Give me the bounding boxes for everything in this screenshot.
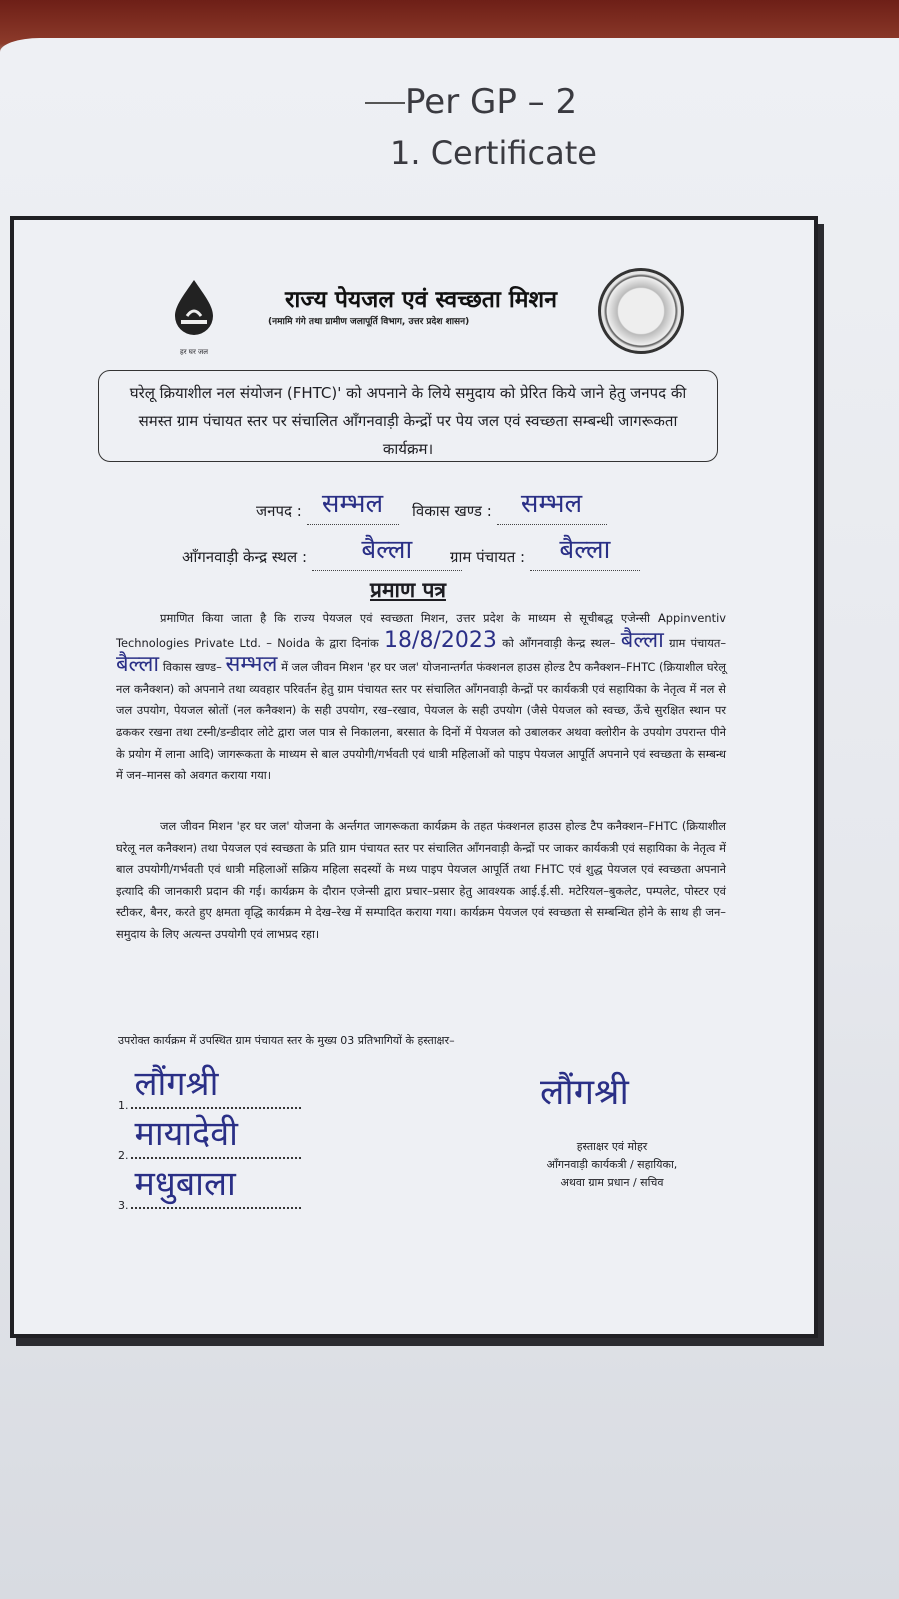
signature-line-1: 1. लौंगश्री [118, 1098, 301, 1113]
paragraph-1: प्रमाणित किया जाता है कि राज्य पेयजल एवं स्वच्छता मिशन, उत्तर प्रदेश के माध्यम से सूचीबद्ध एजेन्सी Appinventiv Technologies Private Ltd. – Noida के द्वारा दिनांक 18/8/2023 को आँगनवाड़ी केन्द्र स्थल– बैल्ला ग्राम पंचायत– बैल्ला विकास खण्ड– सम्भल में जल जीवन मिशन 'हर घर जल' योजनान्तर्गत फंक्शनल हाउस होल्ड टैप कनैक्शन–FHTC (क्रियाशील घरेलू नल कनैक्शन) को अपनाने तथा व्यवहार परिवर्तन हेतु ग्राम पंचायत स्तर पर संचालित आँगनवाड़ी केन्द्रों पर कार्यकत्री एवं सहायिका के नेतृत्व में नल से जल उपयोग, पेयजल स्रोतों (नल कनैक्शन) के सही उपयोग, रख–रखाव, पेयजल के सही उपयोग (जैसे पेयजल को स्वच्छ, ऊँचे सुरक्षित स्थान पर ढककर रखना तथा टस्नी/डन्डीदार लोटे द्वारा जल पात्र से निकालना, बरसात के दिनों में पेयजल को उबालकर अथवा क्लोरीन के उपयोग उपरान्त पीने के प्रयोग में लाना आदि) जागरूकता के माध्यम से बाल उपयोगी/गर्भवती एवं धात्री महिलाओं को पाइप पेयजल आपूर्ति अपनाने एवं स्वच्छता के सम्बन्ध में जन–मानस को अवगत कराया गया। [116, 611, 727, 783]
date-handwritten: 18/8/2023 [384, 627, 497, 653]
district-value: सम्भल [321, 489, 384, 519]
signature-2: मायादेवी [134, 1114, 238, 1154]
anganwadi-signature [540, 1066, 680, 1126]
handwritten-title: 1. Certificate [390, 134, 597, 172]
signature-line-2: 2. मायादेवी [118, 1148, 301, 1163]
organization-subtitle: (नमामि गंगे तथा ग्रामीण जलापूर्ति विभाग, उत्तर प्रदेश शासन) [268, 317, 470, 327]
signature-1: लौंगश्री [134, 1064, 219, 1104]
centre-value: बैल्ला [361, 535, 413, 565]
panchayat-label: ग्राम पंचायत : [450, 548, 526, 566]
signature-caption: हस्ताक्षर एवं मोहर आँगनवाड़ी कार्यकत्री / सहायिका, अथवा ग्राम प्रधान / सचिव [546, 1140, 678, 1189]
panchayat-field [450, 534, 640, 571]
paragraph-2: जल जीवन मिशन 'हर घर जल' योजना के अर्न्तगत जागरूकता कार्यक्रम के तहत फंक्शनल हाउस होल्ड टैप कनैक्शन–FHTC (क्रियाशील घरेलू नल कनैक्शन) तथा पेयजल एवं स्वच्छता के प्रति ग्राम पंचायत स्तर पर संचालित आँगनवाड़ी केन्द्रों पर जाकर कार्यकत्री एवं सहायिका के नेतृत्व में बाल उपयोगी/गर्भवती एवं धात्री महिलाओं सक्रिय महिला सदस्यों के मध्य पाइप पेयजल आपूर्ति तथा FHTC एवं शुद्ध पेयजल एवं स्वच्छता अपनाने इत्यादि की जानकारी प्रदान की गई। कार्यक्रम के दौरान एजेन्सी द्वारा प्रचार–प्रसार हेतु आवश्यक आई.ई.सी. मटेरियल–बुकलेट, पम्पलेट, पोस्टर एवं स्टीकर, बैनर, करते हुए क्षमता वृद्धि कार्यक्रम मे देख–रेख में सम्पादित कराया गया। कार्यक्रम पेयजल एवं स्वच्छता से सम्बन्धित होने के साथ ही जन–समुदाय के लिए अत्यन्त उपयोगी एवं लाभप्रद रहा। [116, 819, 726, 941]
document-heading: प्रमाण पत्र [370, 578, 446, 602]
signature-3: मधुबाला [134, 1164, 236, 1204]
subject-box: घरेलू क्रियाशील नल संयोजन (FHTC)' को अपनाने के लिये समुदाय को प्रेरित किये जाने हेतु जनपद की समस्त ग्राम पंचायत स्तर पर संचालित आँगनवाड़ी केन्द्रों पर पेय जल एवं स्वच्छता सम्बन्धी जागरूकता कार्यक्रम। [98, 370, 718, 462]
centre-label: आँगनवाड़ी केन्द्र स्थल : [182, 548, 308, 566]
panchayat-value: बैल्ला [559, 535, 611, 565]
panchayat-handwritten: बैल्ला [116, 652, 160, 678]
handwritten-note: Per GP – 2 [405, 82, 578, 122]
block-label: विकास खण्ड : [412, 502, 492, 520]
district-field [256, 488, 399, 525]
jal-jeevan-logo [163, 276, 225, 356]
block-value: सम्भल [520, 489, 583, 519]
block-field [412, 488, 607, 525]
centre-handwritten: बैल्ला [620, 627, 664, 653]
anganwadi-signature-text: लौंगश्री [540, 1072, 629, 1113]
centre-field [182, 534, 462, 571]
logo-caption: हर घर जल [180, 348, 208, 356]
signature-line-3: 3. मधुबाला [118, 1198, 301, 1213]
organization-title: राज्य पेयजल एवं स्वच्छता मिशन [285, 287, 557, 313]
state-emblem-icon [598, 268, 684, 354]
water-drop-icon [163, 276, 225, 356]
district-label: जनपद : [256, 502, 302, 520]
signature-intro: उपरोक्त कार्यक्रम में उपस्थित ग्राम पंचायत स्तर के मुख्य 03 प्रतिभागियों के हस्ताक्षर– [118, 1034, 455, 1047]
block-handwritten: सम्भल [225, 652, 278, 678]
